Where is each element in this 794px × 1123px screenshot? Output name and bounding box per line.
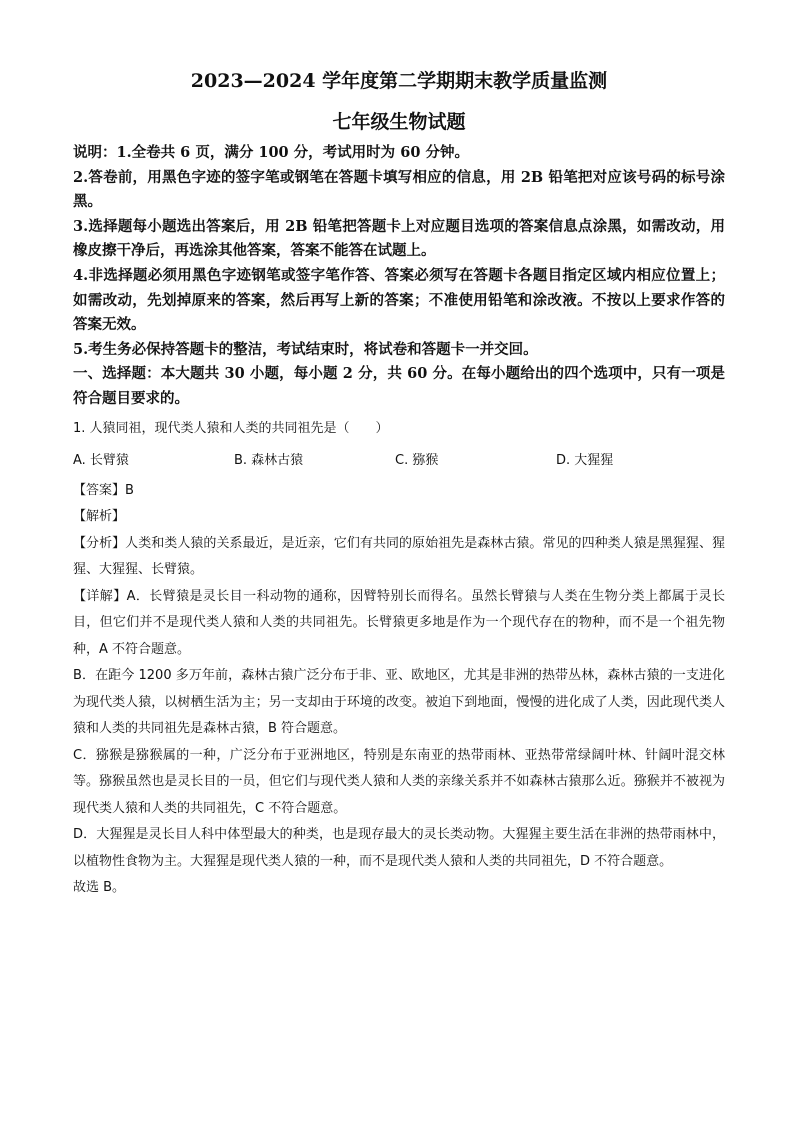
detail-b: B．在距今 1200 多万年前，森林古猿广泛分布于非、亚、欧地区，尤其是非洲的热带丛林，森林古猿的一支进化为现代类人猿，以树栖生活为主；另一支却由于环境的改变。被迫下到地面，慢慢的进化成了人类，因此现代类人猿和人类的共同祖先是森林古猿，B 符合题意。: [73, 668, 725, 737]
analysis-text: 【分析】人类和类人猿的关系最近，是近亲，它们有共同的原始祖先是森林古猿。常见的四种类人猿是黑猩猩、猩猩、大猩猩、长臂猿。: [73, 535, 725, 578]
option-a: A. 长臂猿: [73, 452, 129, 468]
instruction-1: 说明：1.全卷共 6 页，满分 100 分，考试用时为 60 分钟。: [73, 144, 469, 161]
question-1: [73, 416, 725, 902]
detail-d: D．大猩猩是灵长目人科中体型最大的种类，也是现存最大的灵长类动物。大猩猩主要生活在非洲的热带雨林中，以植物性食物为主。大猩猩是现代类人猿的一种，而不是现代类人猿和人类的共同祖先，D 不符合题意。: [73, 827, 725, 869]
instruction-2: 2.答卷前，用黑色字迹的签字笔或钢笔在答题卡填写相应的信息，用 2B 铅笔把对应该号码的标号涂黑。: [73, 168, 725, 211]
answer-options: [73, 448, 725, 474]
answer-line: 【答案】B: [73, 482, 134, 498]
question-stem: 1. 人猿同祖，现代类人猿和人类的共同祖先是（ ）: [73, 420, 389, 436]
option-d: D. 大猩猩: [556, 452, 614, 468]
instruction-5: 5.考生务必保持答题卡的整洁，考试结束时，将试卷和答题卡一并交回。: [73, 340, 538, 358]
section-heading: 一、选择题：本大题共 30 小题，每小题 2 分，共 60 分。在每小题给出的四个选项中，只有一项是符合题目要求的。: [73, 365, 725, 407]
option-b: B. 森林古猿: [234, 452, 304, 468]
option-c: C. 猕猴: [395, 452, 439, 468]
analysis-label: 【解析】: [73, 509, 126, 525]
conclusion: 故选 B。: [73, 880, 126, 896]
exam-page: [73, 66, 725, 902]
solution: [73, 478, 725, 902]
detail-c: C．猕猴是猕猴属的一种，广泛分布于亚洲地区，特别是东南亚的热带雨林、亚热带常绿阔叶林、针阔叶混交林等。猕猴虽然也是灵长目的一员，但它们与现代类人猿和人类的亲缘关系并不如森林古猿那么近。猕猴并不被视为现代类人猿和人类的共同祖先，C 不符合题意。: [73, 747, 725, 816]
instruction-3: 3.选择题每小题选出答案后，用 2B 铅笔把答题卡上对应题目选项的答案信息点涂黑，如需改动，用橡皮擦干净后，再选涂其他答案，答案不能答在试题上。: [73, 217, 725, 260]
exam-title: 2023—2024 学年度第二学期期末教学质量监测: [190, 70, 608, 92]
instructions: [73, 141, 725, 412]
detail-a: 【详解】A．长臂猿是灵长目一科动物的通称，因臂特别长而得名。虽然长臂猿与人类在生物分类上都属于灵长目，但它们并不是现代类人猿和人类的共同祖先。长臂猿更多地是作为一个现代存在的物种，而不是一个祖先物种，A 不符合题意。: [73, 588, 725, 657]
exam-subtitle: 七年级生物试题: [332, 111, 466, 133]
instruction-4: 4.非选择题必须用黑色字迹钢笔或签字笔作答、答案必须写在答题卡各题目指定区域内相应位置上；如需改动，先划掉原来的答案，然后再写上新的答案；不准使用铅笔和涂改液。不按以上要求作答的答案无效。: [73, 266, 725, 334]
